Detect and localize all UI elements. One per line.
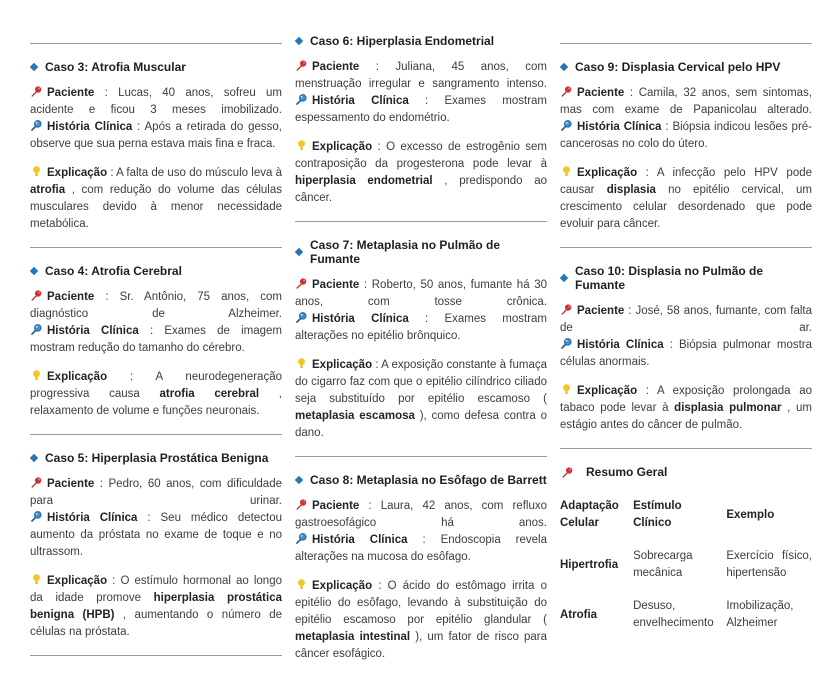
case-section — [295, 473, 547, 663]
case-details — [30, 289, 282, 357]
section-divider — [560, 43, 812, 44]
table-row — [560, 540, 812, 590]
case-details — [30, 85, 282, 153]
case-section — [30, 60, 282, 233]
pushpin-icon — [560, 85, 573, 98]
case-explicacao: Explicação : A infecção pelo HPV pode causar displasia no epitélio cervical, um crescimento celular desordenado que pode evoluir para câncer. — [560, 167, 813, 230]
case-details — [30, 476, 282, 561]
section-divider — [295, 456, 547, 457]
diamond-bullet-icon — [30, 454, 38, 462]
case-title: Caso 10: Displasia no Pulmão de Fumante — [575, 264, 764, 292]
magnifier-icon — [560, 119, 573, 132]
magnifier-icon — [30, 510, 43, 523]
section-divider — [30, 434, 282, 435]
pushpin-icon — [560, 303, 573, 316]
case-historia: História Clínica : Exames de imagem mostram redução do tamanho do cérebro. — [30, 325, 283, 354]
lightbulb-icon — [30, 165, 43, 178]
field-label: História Clínica — [47, 512, 138, 524]
case-title: Caso 4: Atrofia Cerebral — [45, 264, 182, 278]
case-details — [295, 498, 547, 566]
lightbulb-icon — [295, 357, 308, 370]
section-divider — [560, 247, 812, 248]
case-explicacao: Explicação : A exposição constante à fumaça do cigarro faz com que o epitélio cilíndrico ciliado seja substituído por epitélio escamoso ( metaplasia escamosa ), como defesa contra o dano. — [295, 359, 547, 439]
summary-title: Resumo Geral — [586, 465, 668, 479]
section-divider — [30, 247, 282, 248]
diamond-bullet-icon — [30, 63, 38, 71]
case-historia: História Clínica : Após a retirada do gesso, observe que sua perna estava mais fina e fraca. — [30, 121, 282, 150]
lightbulb-icon — [295, 139, 308, 152]
pushpin-icon — [30, 289, 43, 302]
pushpin-icon — [30, 85, 43, 98]
table-cell: Sobrecarga mecânica — [633, 550, 693, 579]
case-paciente: Paciente : Sr. Antônio, 75 anos, com diagnóstico de Alzheimer. — [30, 291, 282, 320]
column-3 — [560, 30, 812, 640]
case-section — [560, 264, 812, 434]
case-details — [295, 59, 547, 127]
case-title-row — [561, 264, 812, 292]
case-paciente: Paciente : Lucas, 40 anos, sofreu um acidente e ficou 3 meses imobilizado. — [30, 87, 282, 116]
pushpin-icon — [30, 476, 43, 489]
case-title-row — [296, 34, 547, 48]
field-label: História Clínica — [47, 121, 133, 133]
summary-table-head — [560, 490, 812, 540]
case-historia: História Clínica : Seu médico detectou aumento da próstata no exame de toque e no ultrassom. — [30, 512, 282, 558]
case-section — [295, 34, 547, 207]
field-label: Explicação — [577, 385, 638, 397]
field-label: Paciente — [312, 61, 360, 73]
diamond-bullet-icon — [295, 37, 303, 45]
magnifier-icon — [295, 311, 308, 324]
bold-keyword: displasia pulmonar — [674, 402, 782, 414]
case-paciente: Paciente : Juliana, 45 anos, com menstruação irregular e sangramento intenso. — [295, 61, 547, 90]
bold-keyword: metaplasia escamosa — [295, 410, 415, 422]
column-2 — [295, 30, 547, 677]
field-label: História Clínica — [312, 313, 409, 325]
case-paciente: Paciente : Pedro, 60 anos, com dificuldade para urinar. — [30, 478, 282, 507]
field-label: Explicação — [47, 167, 108, 179]
field-label: Paciente — [47, 291, 95, 303]
case-historia: História Clínica : Exames mostram espessamento do endométrio. — [295, 95, 548, 124]
row-header-cell: Hipertrofia — [560, 558, 619, 571]
table-cell: Desuso, envelhecimento — [633, 600, 714, 629]
field-label: Paciente — [577, 87, 625, 99]
case-title: Caso 3: Atrofia Muscular — [45, 60, 186, 74]
case-historia: História Clínica : Biópsia pulmonar mostra células anormais. — [560, 339, 813, 368]
case-paciente: Paciente : Roberto, 50 anos, fumante há 30 anos, com tosse crônica. — [295, 279, 547, 308]
lightbulb-icon — [560, 165, 573, 178]
case-title-row — [296, 473, 547, 487]
diamond-bullet-icon — [560, 274, 568, 282]
bold-keyword: displasia — [606, 184, 656, 196]
case-title-row — [296, 238, 547, 266]
case-title: Caso 9: Displasia Cervical pelo HPV — [575, 60, 781, 74]
section-divider — [30, 655, 282, 656]
lightbulb-icon — [295, 578, 308, 591]
column-1 — [30, 30, 282, 672]
case-title: Caso 6: Hiperplasia Endometrial — [310, 34, 495, 48]
summary-table — [560, 490, 812, 640]
columns-container — [30, 30, 814, 677]
section-divider — [30, 43, 282, 44]
diamond-bullet-icon — [295, 248, 303, 256]
case-explicacao: Explicação : A neurodegeneração progressiva causa atrofia cerebral , relaxamento de volume e funções neuronais. — [30, 371, 282, 417]
pushpin-icon — [295, 277, 308, 290]
case-explicacao: Explicação : A falta de uso do músculo leva à atrofia , com redução do volume das células musculares devido à menor necessidade metabólica. — [30, 167, 283, 230]
magnifier-icon — [30, 119, 43, 132]
case-section — [30, 451, 282, 641]
case-title-row — [561, 60, 812, 74]
case-historia: História Clínica : Endoscopia revela alterações na mucosa do esôfago. — [295, 534, 547, 563]
field-label: História Clínica — [47, 325, 139, 337]
field-label: Explicação — [312, 580, 373, 592]
section-divider — [295, 221, 547, 222]
field-label: Paciente — [47, 87, 95, 99]
field-label: Paciente — [312, 279, 360, 291]
field-label: Explicação — [47, 371, 108, 383]
bold-keyword: hiperplasia endometrial — [295, 175, 433, 187]
case-paciente: Paciente : José, 58 anos, fumante, com falta de ar. — [560, 305, 812, 334]
diamond-bullet-icon — [295, 476, 303, 484]
case-title-row — [31, 60, 282, 74]
case-section — [295, 238, 547, 442]
case-title: Caso 5: Hiperplasia Prostática Benigna — [45, 451, 269, 465]
pushpin-icon — [295, 498, 308, 511]
field-label: Explicação — [577, 167, 638, 179]
case-title-row — [31, 451, 282, 465]
case-section — [30, 264, 282, 420]
field-label: História Clínica — [577, 339, 664, 351]
case-explicacao: Explicação : A exposição prolongada ao tabaco pode levar à displasia pulmonar , um estágio antes do câncer de pulmão. — [560, 385, 813, 431]
case-section — [560, 60, 812, 233]
field-label: História Clínica — [312, 95, 409, 107]
case-details — [295, 277, 547, 345]
lightbulb-icon — [30, 369, 43, 382]
section-divider — [560, 448, 812, 449]
case-title: Caso 7: Metaplasia no Pulmão de Fumante — [310, 238, 501, 266]
lightbulb-icon — [30, 573, 43, 586]
magnifier-icon — [30, 323, 43, 336]
bold-keyword: atrofia — [30, 184, 66, 196]
field-label: Explicação — [312, 359, 373, 371]
case-explicacao: Explicação : O estímulo hormonal ao longo da idade promove hiperplasia prostática benigna (HPB) , aumentando o número de células na próstata. — [30, 575, 282, 638]
case-title: Caso 8: Metaplasia no Esôfago de Barrett — [310, 473, 547, 487]
case-title-row — [31, 264, 282, 278]
summary-column-header: Estímulo Clínico — [633, 500, 682, 529]
field-label: Paciente — [312, 500, 360, 512]
field-label: Explicação — [47, 575, 108, 587]
case-historia: História Clínica : Biópsia indicou lesões pré-cancerosas no colo do útero. — [560, 121, 812, 150]
bold-keyword: metaplasia intestinal — [295, 631, 411, 643]
lightbulb-icon — [560, 383, 573, 396]
case-details — [560, 303, 812, 371]
table-cell: Exercício físico, hipertensão — [726, 550, 812, 579]
magnifier-icon — [295, 532, 308, 545]
field-label: Explicação — [312, 141, 373, 153]
table-row — [560, 590, 812, 640]
summary-header-row — [560, 490, 812, 540]
case-details — [560, 85, 812, 153]
magnifier-icon — [560, 337, 573, 350]
case-explicacao: Explicação : O excesso de estrogênio sem contraposição da progesterona pode levar à hiperplasia endometrial , predispondo ao câncer. — [295, 141, 547, 204]
summary-title-row — [561, 465, 812, 479]
case-paciente: Paciente : Camila, 32 anos, sem sintomas, mas com exame de Papanicolau alterado. — [560, 87, 813, 116]
summary-table-body — [560, 540, 812, 640]
row-header-cell: Atrofia — [560, 608, 598, 621]
summary-section — [560, 465, 812, 640]
field-label: Paciente — [577, 305, 625, 317]
bold-keyword: hiperplasia prostática benigna (HPB) — [30, 592, 282, 621]
field-label: História Clínica — [577, 121, 662, 133]
case-explicacao: Explicação : O ácido do estômago irrita o epitélio do esôfago, levando à substituição do epitélio escamoso por epitélio glandular ( metaplasia intestinal ), um fator de risco para câncer esofágico. — [295, 580, 548, 660]
pushpin-icon — [295, 59, 308, 72]
diamond-bullet-icon — [30, 267, 38, 275]
magnifier-icon — [295, 93, 308, 106]
field-label: História Clínica — [312, 534, 408, 546]
summary-column-header: Exemplo — [726, 508, 775, 521]
table-cell: Imobilização, Alzheimer — [726, 600, 794, 629]
case-historia: História Clínica : Exames mostram alterações no epitélio brônquico. — [295, 313, 548, 342]
bold-keyword: atrofia cerebral — [159, 388, 260, 400]
diamond-bullet-icon — [560, 63, 568, 71]
case-paciente: Paciente : Laura, 42 anos, com refluxo gastroesofágico há anos. — [295, 500, 547, 529]
field-label: Paciente — [47, 478, 95, 490]
summary-column-header: Adaptação Celular — [560, 500, 619, 529]
pushpin-icon — [561, 466, 574, 479]
